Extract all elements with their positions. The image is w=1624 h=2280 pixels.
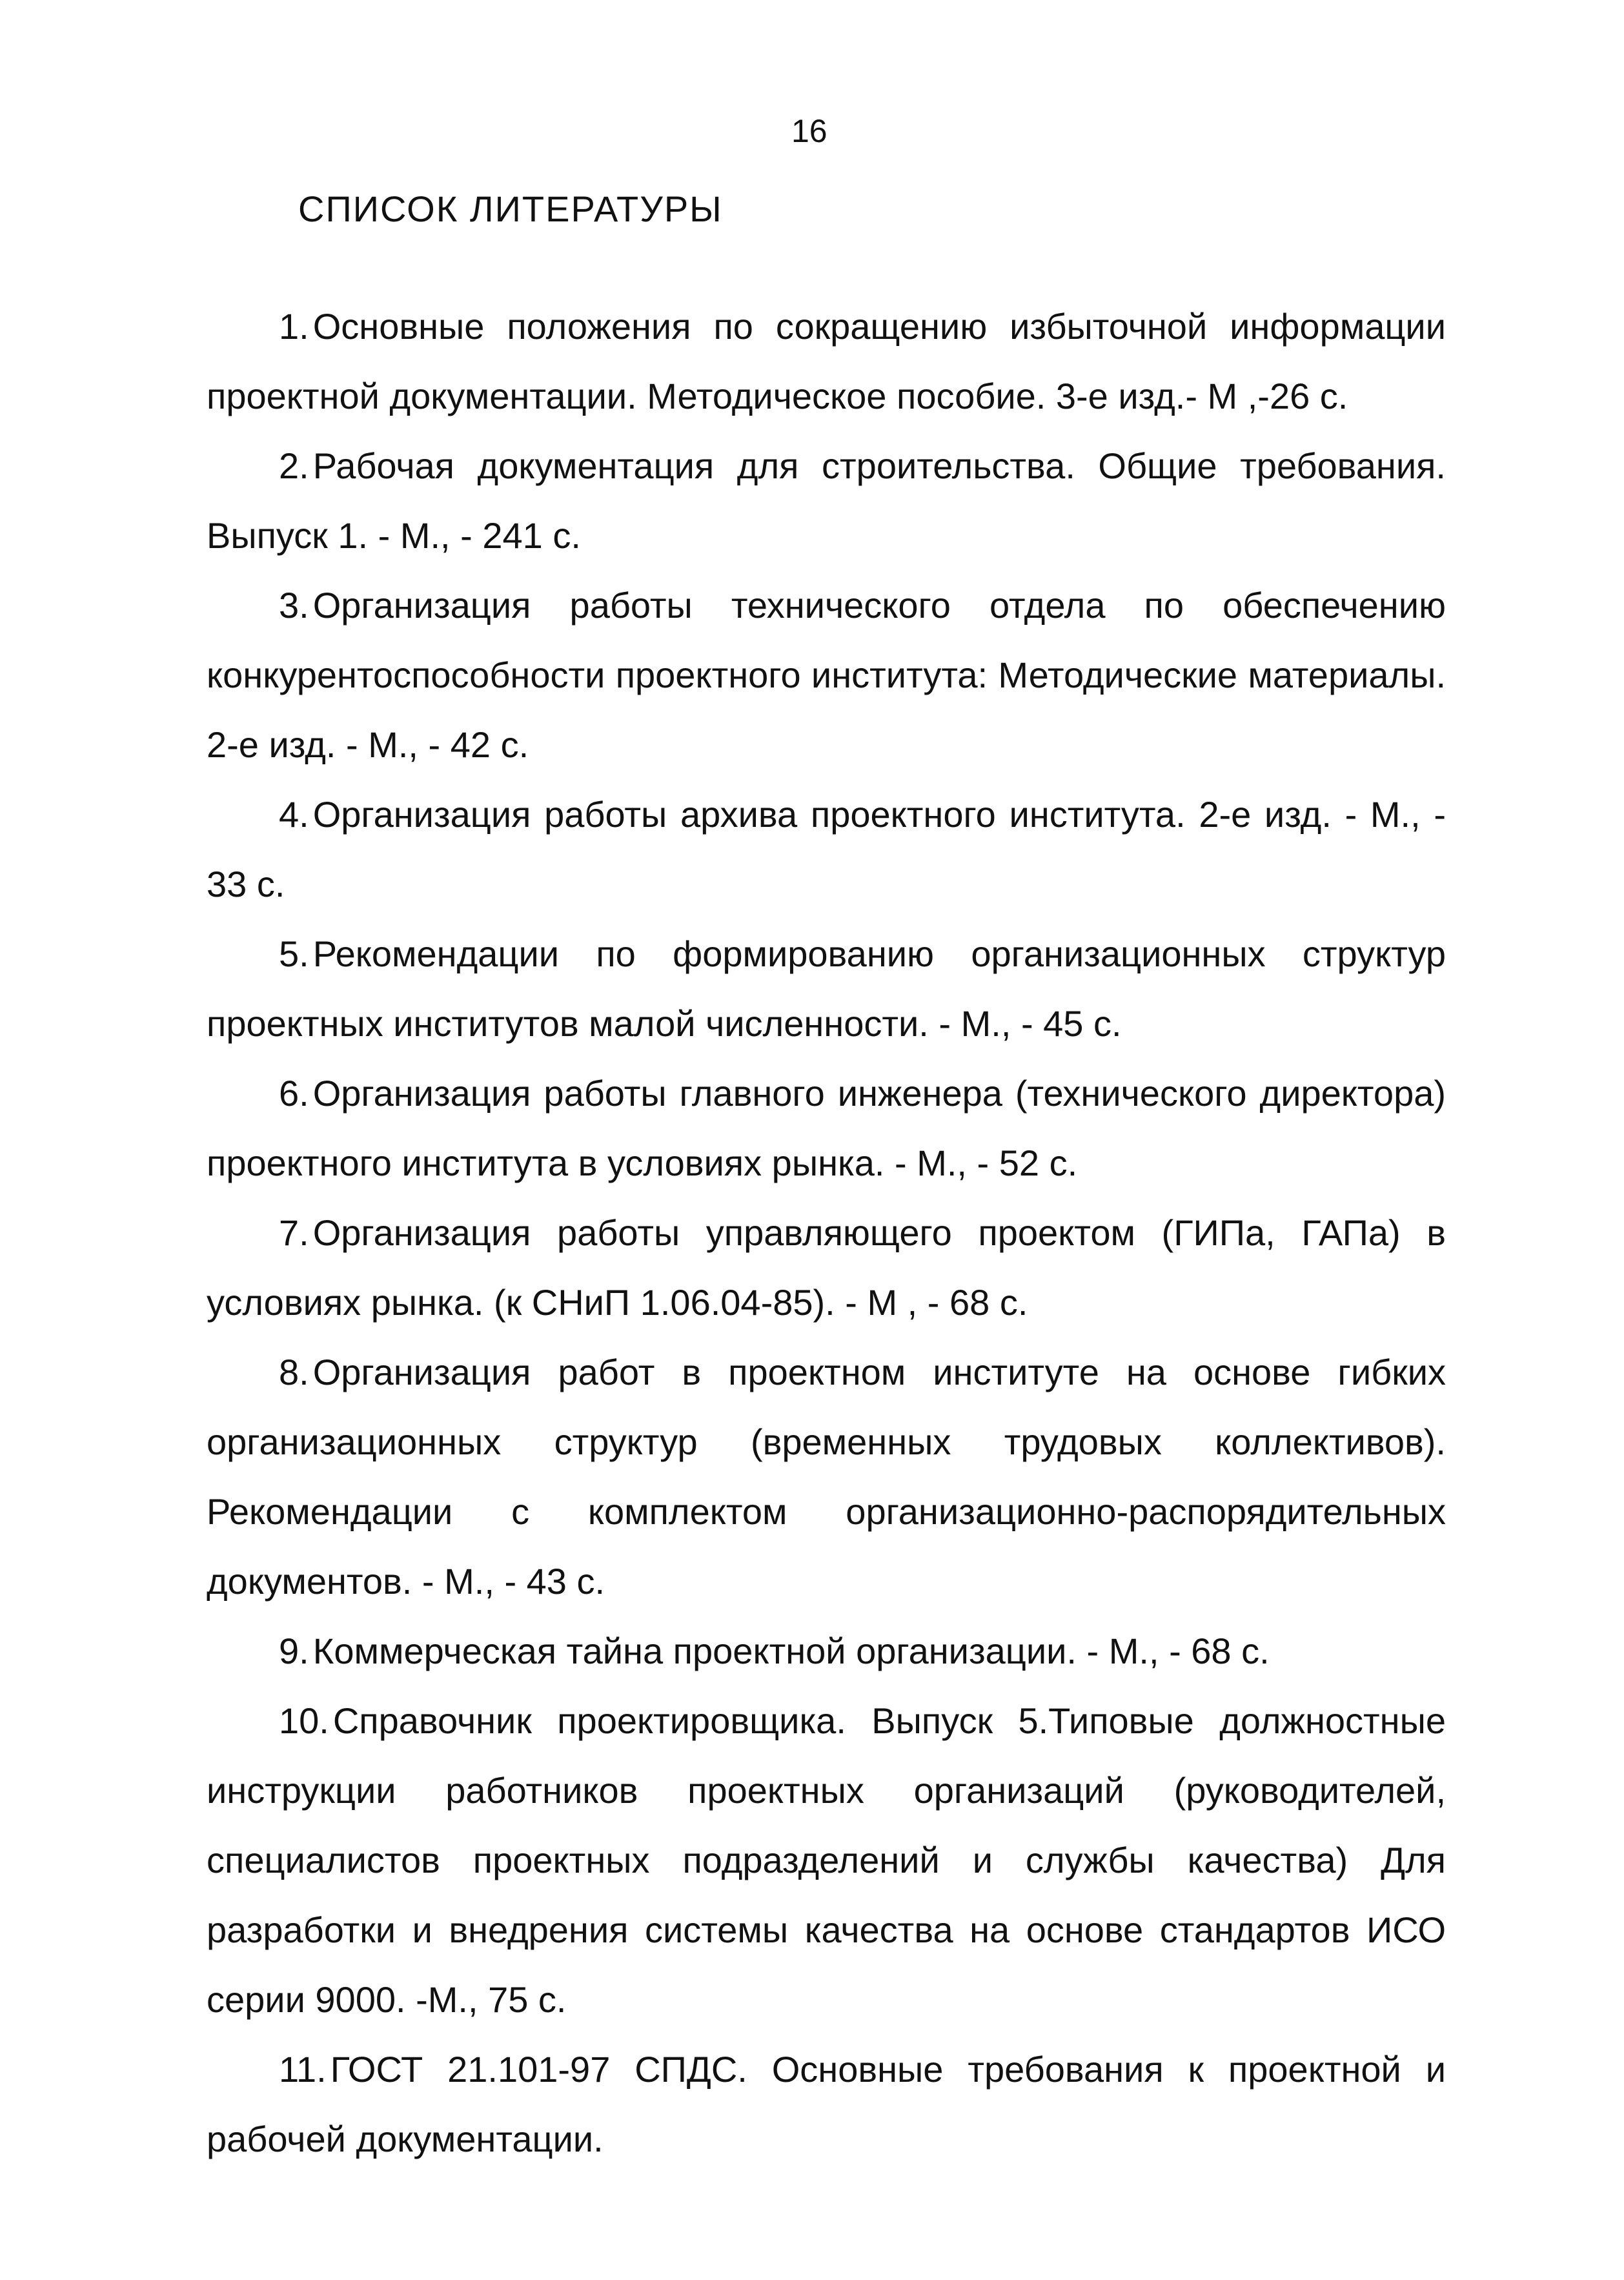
reference-text: Организация работы управляющего проектом (ГИПа, ГАПа) в условиях рынка. (к СНиП 1.06.04-85). - М , - 68 с. bbox=[207, 1212, 1446, 1323]
reference-item bbox=[207, 1338, 1446, 1616]
reference-text: Рабочая документация для строительства. Общие требования. Выпуск 1. - М., - 241 с. bbox=[207, 445, 1446, 556]
reference-text: Организация работ в проектном институте на основе гибких организационных структур (временных трудовых коллективов). Рекомендации с комплектом организационно-распорядительных документов. - М., - 43 с. bbox=[207, 1352, 1446, 1602]
reference-text: Организация работы главного инженера (технического директора) проектного института в условиях рынка. - М., - 52 с. bbox=[207, 1073, 1446, 1183]
reference-number: 7. bbox=[279, 1212, 309, 1253]
reference-item bbox=[207, 780, 1446, 919]
reference-item bbox=[207, 571, 1446, 780]
reference-number: 10. bbox=[279, 1700, 329, 1741]
reference-item bbox=[207, 919, 1446, 1059]
reference-list bbox=[207, 292, 1446, 2174]
reference-number: 1. bbox=[279, 306, 309, 347]
reference-item bbox=[207, 431, 1446, 571]
reference-item bbox=[207, 292, 1446, 431]
reference-item bbox=[207, 1059, 1446, 1198]
bibliography-heading: СПИСОК ЛИТЕРАТУРЫ bbox=[298, 188, 723, 229]
reference-text: Основные положения по сокращению избыточной информации проектной документации. Методическое пособие. 3-е изд.- М ,-26 с. bbox=[207, 306, 1446, 416]
reference-text: Коммерческая тайна проектной организации. - М., - 68 с. bbox=[312, 1631, 1270, 1671]
reference-number: 6. bbox=[279, 1073, 309, 1114]
reference-number: 9. bbox=[279, 1631, 309, 1671]
reference-text: Справочник проектировщика. Выпуск 5.Типовые должностные инструкции работников проектных организаций (руководителей, специалистов проектных подразделений и службы качества) Для разработки и внедрения системы качества на основе стандартов ИСО серии 9000. -М., 75 с. bbox=[207, 1700, 1446, 2020]
reference-item bbox=[207, 1616, 1446, 1686]
reference-number: 2. bbox=[279, 445, 309, 486]
reference-item bbox=[207, 1686, 1446, 2035]
reference-number: 4. bbox=[279, 794, 309, 835]
reference-number: 5. bbox=[279, 933, 309, 974]
reference-text: Организация работы архива проектного института. 2-е изд. - М., - 33 с. bbox=[207, 794, 1446, 904]
page-number: 16 bbox=[791, 113, 827, 149]
reference-text: Организация работы технического отдела по обеспечению конкурентоспособности проектного института: Методические материалы. 2-е изд. - М., - 42 с. bbox=[207, 585, 1446, 765]
reference-text: Рекомендации по формированию организационных структур проектных институтов малой численности. - М., - 45 с. bbox=[207, 933, 1446, 1044]
reference-text: ГОСТ 21.101-97 СПДС. Основные требования к проектной и рабочей документации. bbox=[207, 2049, 1446, 2159]
reference-number: 11. bbox=[279, 2049, 327, 2090]
reference-number: 3. bbox=[279, 585, 309, 626]
reference-item bbox=[207, 1198, 1446, 1338]
reference-number: 8. bbox=[279, 1352, 309, 1392]
reference-item bbox=[207, 2035, 1446, 2174]
